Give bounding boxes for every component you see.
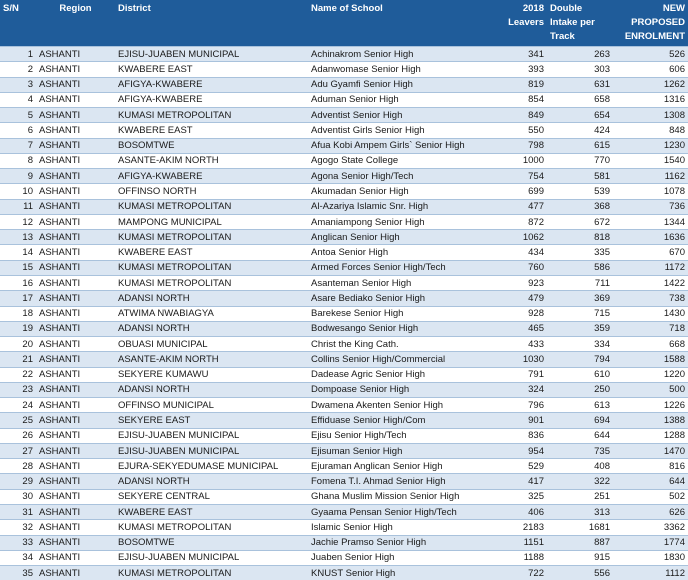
row-sn: 24 [0,398,36,413]
row-district: BOSOMTWE [115,138,308,153]
row-sn: 13 [0,230,36,245]
row-sn: 23 [0,382,36,397]
row-proposed-enrolment: 1230 [613,138,688,153]
row-school: Aduman Senior High [308,92,492,107]
row-district: AFIGYA-KWABERE [115,92,308,107]
row-sn: 6 [0,123,36,138]
row-leavers: 2183 [492,520,547,535]
row-leavers: 1151 [492,535,547,550]
row-sn: 29 [0,474,36,489]
row-leavers: 433 [492,337,547,352]
row-school: Juaben Senior High [308,550,492,565]
row-sn: 30 [0,489,36,504]
row-proposed-enrolment: 1830 [613,550,688,565]
row-proposed-enrolment: 1316 [613,92,688,107]
row-leavers: 796 [492,398,547,413]
row-double-intake: 654 [547,108,613,123]
row-school: Ejuraman Anglican Senior High [308,459,492,474]
row-region: ASHANTI [36,352,115,367]
row-district: EJISU-JUABEN MUNICIPAL [115,428,308,443]
row-sn: 26 [0,428,36,443]
row-double-intake: 694 [547,413,613,428]
row-sn: 33 [0,535,36,550]
row-leavers: 477 [492,199,547,214]
row-leavers: 722 [492,566,547,580]
row-school: Effiduase Senior High/Com [308,413,492,428]
row-double-intake: 794 [547,352,613,367]
row-leavers: 1030 [492,352,547,367]
row-district: ADANSI NORTH [115,321,308,336]
row-school: Afua Kobi Ampem Girls` Senior High [308,138,492,153]
row-leavers: 819 [492,77,547,92]
row-leavers: 872 [492,214,547,229]
table-row [0,230,688,245]
row-school: Anglican Senior High [308,230,492,245]
row-district: KWABERE EAST [115,123,308,138]
row-region: ASHANTI [36,169,115,184]
table-row [0,382,688,397]
row-double-intake: 658 [547,92,613,107]
table-row [0,245,688,260]
row-school: Ejisu Senior High/Tech [308,428,492,443]
table-body [0,47,688,580]
row-double-intake: 672 [547,214,613,229]
row-proposed-enrolment: 1430 [613,306,688,321]
row-proposed-enrolment: 670 [613,245,688,260]
row-district: ADANSI NORTH [115,382,308,397]
row-sn: 35 [0,566,36,580]
row-sn: 9 [0,169,36,184]
row-sn: 17 [0,291,36,306]
row-sn: 2 [0,62,36,77]
table-row [0,47,688,62]
row-region: ASHANTI [36,260,115,275]
row-district: EJISU-JUABEN MUNICIPAL [115,443,308,458]
row-school: Gyaama Pensan Senior High/Tech [308,504,492,519]
row-school: Bodwesango Senior High [308,321,492,336]
table-row [0,123,688,138]
row-district: EJURA-SEKYEDUMASE MUNICIPAL [115,459,308,474]
row-sn: 5 [0,108,36,123]
row-sn: 11 [0,199,36,214]
row-proposed-enrolment: 1636 [613,230,688,245]
table-row [0,413,688,428]
row-proposed-enrolment: 1288 [613,428,688,443]
row-school: Amaniampong Senior High [308,214,492,229]
row-double-intake: 644 [547,428,613,443]
row-region: ASHANTI [36,413,115,428]
row-district: KUMASI METROPOLITAN [115,520,308,535]
table-row [0,428,688,443]
row-district: ADANSI NORTH [115,474,308,489]
row-double-intake: 915 [547,550,613,565]
row-double-intake: 610 [547,367,613,382]
row-proposed-enrolment: 1422 [613,275,688,290]
row-district: BOSOMTWE [115,535,308,550]
row-district: AFIGYA-KWABERE [115,77,308,92]
header-proposed-enrolment: NEW PROPOSED ENROLMENT [613,0,688,47]
row-district: KWABERE EAST [115,504,308,519]
header-district: District [115,0,308,47]
row-proposed-enrolment: 1220 [613,367,688,382]
table-row [0,443,688,458]
table-row [0,550,688,565]
table-row [0,337,688,352]
table-row [0,153,688,168]
row-region: ASHANTI [36,47,115,62]
row-double-intake: 556 [547,566,613,580]
row-school: Ghana Muslim Mission Senior High [308,489,492,504]
row-double-intake: 887 [547,535,613,550]
row-proposed-enrolment: 816 [613,459,688,474]
row-sn: 21 [0,352,36,367]
row-proposed-enrolment: 1344 [613,214,688,229]
row-proposed-enrolment: 668 [613,337,688,352]
table-row [0,474,688,489]
row-leavers: 325 [492,489,547,504]
row-school: Collins Senior High/Commercial [308,352,492,367]
row-school: Achinakrom Senior High [308,47,492,62]
table-row [0,398,688,413]
row-leavers: 341 [492,47,547,62]
row-region: ASHANTI [36,428,115,443]
row-school: Asanteman Senior High [308,275,492,290]
row-school: Akumadan Senior High [308,184,492,199]
table-row [0,291,688,306]
row-school: Islamic Senior High [308,520,492,535]
row-region: ASHANTI [36,489,115,504]
row-region: ASHANTI [36,138,115,153]
row-double-intake: 335 [547,245,613,260]
row-double-intake: 615 [547,138,613,153]
row-school: Christ the King Cath. [308,337,492,352]
row-sn: 34 [0,550,36,565]
row-district: EJISU-JUABEN MUNICIPAL [115,550,308,565]
row-leavers: 417 [492,474,547,489]
table-row [0,520,688,535]
row-proposed-enrolment: 526 [613,47,688,62]
row-proposed-enrolment: 1172 [613,260,688,275]
row-double-intake: 581 [547,169,613,184]
table-row [0,92,688,107]
row-school: Jachie Pramso Senior High [308,535,492,550]
row-double-intake: 313 [547,504,613,519]
row-region: ASHANTI [36,443,115,458]
row-leavers: 1062 [492,230,547,245]
row-leavers: 479 [492,291,547,306]
row-school: Adventist Girls Senior High [308,123,492,138]
table-row [0,275,688,290]
row-district: KWABERE EAST [115,245,308,260]
row-school: Dompoase Senior High [308,382,492,397]
row-sn: 1 [0,47,36,62]
row-sn: 3 [0,77,36,92]
row-leavers: 465 [492,321,547,336]
row-region: ASHANTI [36,184,115,199]
row-sn: 32 [0,520,36,535]
row-proposed-enrolment: 1162 [613,169,688,184]
row-sn: 22 [0,367,36,382]
table-row [0,504,688,519]
row-district: MAMPONG MUNICIPAL [115,214,308,229]
row-region: ASHANTI [36,108,115,123]
row-leavers: 923 [492,275,547,290]
table-row [0,367,688,382]
row-proposed-enrolment: 736 [613,199,688,214]
row-double-intake: 613 [547,398,613,413]
row-region: ASHANTI [36,382,115,397]
row-double-intake: 322 [547,474,613,489]
row-region: ASHANTI [36,566,115,580]
row-sn: 25 [0,413,36,428]
row-region: ASHANTI [36,291,115,306]
row-leavers: 954 [492,443,547,458]
row-school: Asare Bediako Senior High [308,291,492,306]
row-region: ASHANTI [36,474,115,489]
row-sn: 19 [0,321,36,336]
row-leavers: 1188 [492,550,547,565]
row-region: ASHANTI [36,199,115,214]
row-proposed-enrolment: 1226 [613,398,688,413]
table-row [0,108,688,123]
row-double-intake: 770 [547,153,613,168]
header-school: Name of School [308,0,492,47]
row-proposed-enrolment: 502 [613,489,688,504]
row-sn: 31 [0,504,36,519]
row-region: ASHANTI [36,153,115,168]
row-region: ASHANTI [36,337,115,352]
row-school: Armed Forces Senior High/Tech [308,260,492,275]
row-double-intake: 368 [547,199,613,214]
row-proposed-enrolment: 1078 [613,184,688,199]
row-leavers: 434 [492,245,547,260]
row-proposed-enrolment: 1112 [613,566,688,580]
table-row [0,306,688,321]
row-sn: 20 [0,337,36,352]
row-proposed-enrolment: 1588 [613,352,688,367]
table-row [0,352,688,367]
table-header [0,0,688,47]
row-double-intake: 408 [547,459,613,474]
row-school: Fomena T.I. Ahmad Senior High [308,474,492,489]
row-region: ASHANTI [36,245,115,260]
row-district: SEKYERE CENTRAL [115,489,308,504]
row-sn: 18 [0,306,36,321]
row-school: Agogo State College [308,153,492,168]
row-school: Adventist Senior High [308,108,492,123]
row-proposed-enrolment: 3362 [613,520,688,535]
row-school: KNUST Senior High [308,566,492,580]
row-district: KUMASI METROPOLITAN [115,108,308,123]
row-leavers: 928 [492,306,547,321]
table-row [0,169,688,184]
row-proposed-enrolment: 644 [613,474,688,489]
row-school: Dwamena Akenten Senior High [308,398,492,413]
row-double-intake: 263 [547,47,613,62]
row-region: ASHANTI [36,275,115,290]
row-proposed-enrolment: 1540 [613,153,688,168]
row-district: EJISU-JUABEN MUNICIPAL [115,47,308,62]
row-leavers: 854 [492,92,547,107]
row-leavers: 798 [492,138,547,153]
row-double-intake: 251 [547,489,613,504]
row-double-intake: 334 [547,337,613,352]
header-region: Region [36,0,115,47]
row-district: KUMASI METROPOLITAN [115,566,308,580]
row-leavers: 406 [492,504,547,519]
row-district: KWABERE EAST [115,62,308,77]
row-double-intake: 1681 [547,520,613,535]
row-region: ASHANTI [36,123,115,138]
table-row [0,260,688,275]
row-region: ASHANTI [36,520,115,535]
row-sn: 16 [0,275,36,290]
row-region: ASHANTI [36,550,115,565]
row-double-intake: 250 [547,382,613,397]
row-region: ASHANTI [36,92,115,107]
header-double-intake: Double Intake per Track [547,0,613,47]
row-sn: 14 [0,245,36,260]
row-proposed-enrolment: 1308 [613,108,688,123]
table-row [0,184,688,199]
row-leavers: 754 [492,169,547,184]
row-region: ASHANTI [36,230,115,245]
row-district: ASANTE-AKIM NORTH [115,352,308,367]
row-leavers: 1000 [492,153,547,168]
row-proposed-enrolment: 1388 [613,413,688,428]
row-leavers: 393 [492,62,547,77]
row-region: ASHANTI [36,214,115,229]
row-sn: 10 [0,184,36,199]
row-school: Agona Senior High/Tech [308,169,492,184]
row-proposed-enrolment: 738 [613,291,688,306]
row-double-intake: 711 [547,275,613,290]
row-double-intake: 424 [547,123,613,138]
row-school: Barekese Senior High [308,306,492,321]
row-proposed-enrolment: 606 [613,62,688,77]
row-district: KUMASI METROPOLITAN [115,230,308,245]
row-district: ADANSI NORTH [115,291,308,306]
row-region: ASHANTI [36,306,115,321]
row-double-intake: 735 [547,443,613,458]
row-double-intake: 586 [547,260,613,275]
row-district: KUMASI METROPOLITAN [115,275,308,290]
row-double-intake: 715 [547,306,613,321]
table-row [0,321,688,336]
row-proposed-enrolment: 1774 [613,535,688,550]
row-double-intake: 818 [547,230,613,245]
row-sn: 12 [0,214,36,229]
row-school: Al-Azariya Islamic Snr. High [308,199,492,214]
row-leavers: 901 [492,413,547,428]
row-region: ASHANTI [36,367,115,382]
table-row [0,77,688,92]
row-proposed-enrolment: 848 [613,123,688,138]
row-double-intake: 303 [547,62,613,77]
row-leavers: 550 [492,123,547,138]
table-row [0,199,688,214]
row-district: OFFINSO NORTH [115,184,308,199]
row-leavers: 760 [492,260,547,275]
row-district: SEKYERE EAST [115,413,308,428]
row-school: Ejisuman Senior High [308,443,492,458]
table-row [0,459,688,474]
table-row [0,489,688,504]
row-proposed-enrolment: 718 [613,321,688,336]
row-sn: 4 [0,92,36,107]
row-region: ASHANTI [36,504,115,519]
row-leavers: 791 [492,367,547,382]
row-district: KUMASI METROPOLITAN [115,199,308,214]
header-leavers: 2018 Leavers [492,0,547,47]
row-region: ASHANTI [36,77,115,92]
row-leavers: 836 [492,428,547,443]
row-region: ASHANTI [36,62,115,77]
table-row [0,566,688,580]
row-leavers: 699 [492,184,547,199]
row-proposed-enrolment: 1470 [613,443,688,458]
row-region: ASHANTI [36,459,115,474]
row-school: Antoa Senior High [308,245,492,260]
row-district: OBUASI MUNICIPAL [115,337,308,352]
row-sn: 28 [0,459,36,474]
table-row [0,138,688,153]
row-district: AFIGYA-KWABERE [115,169,308,184]
row-proposed-enrolment: 1262 [613,77,688,92]
row-leavers: 529 [492,459,547,474]
row-sn: 15 [0,260,36,275]
row-region: ASHANTI [36,321,115,336]
row-proposed-enrolment: 500 [613,382,688,397]
row-district: OFFINSO MUNICIPAL [115,398,308,413]
row-double-intake: 369 [547,291,613,306]
row-proposed-enrolment: 626 [613,504,688,519]
row-school: Dadease Agric Senior High [308,367,492,382]
row-district: SEKYERE KUMAWU [115,367,308,382]
table-row [0,214,688,229]
header-sn: S/N [0,0,36,47]
row-sn: 7 [0,138,36,153]
row-leavers: 849 [492,108,547,123]
row-school: Adu Gyamfi Senior High [308,77,492,92]
row-sn: 27 [0,443,36,458]
row-sn: 8 [0,153,36,168]
row-region: ASHANTI [36,535,115,550]
row-double-intake: 539 [547,184,613,199]
row-region: ASHANTI [36,398,115,413]
table-row [0,535,688,550]
table-row [0,62,688,77]
row-district: KUMASI METROPOLITAN [115,260,308,275]
row-leavers: 324 [492,382,547,397]
row-district: ATWIMA NWABIAGYA [115,306,308,321]
row-school: Adanwomase Senior High [308,62,492,77]
row-district: ASANTE-AKIM NORTH [115,153,308,168]
row-double-intake: 631 [547,77,613,92]
row-double-intake: 359 [547,321,613,336]
